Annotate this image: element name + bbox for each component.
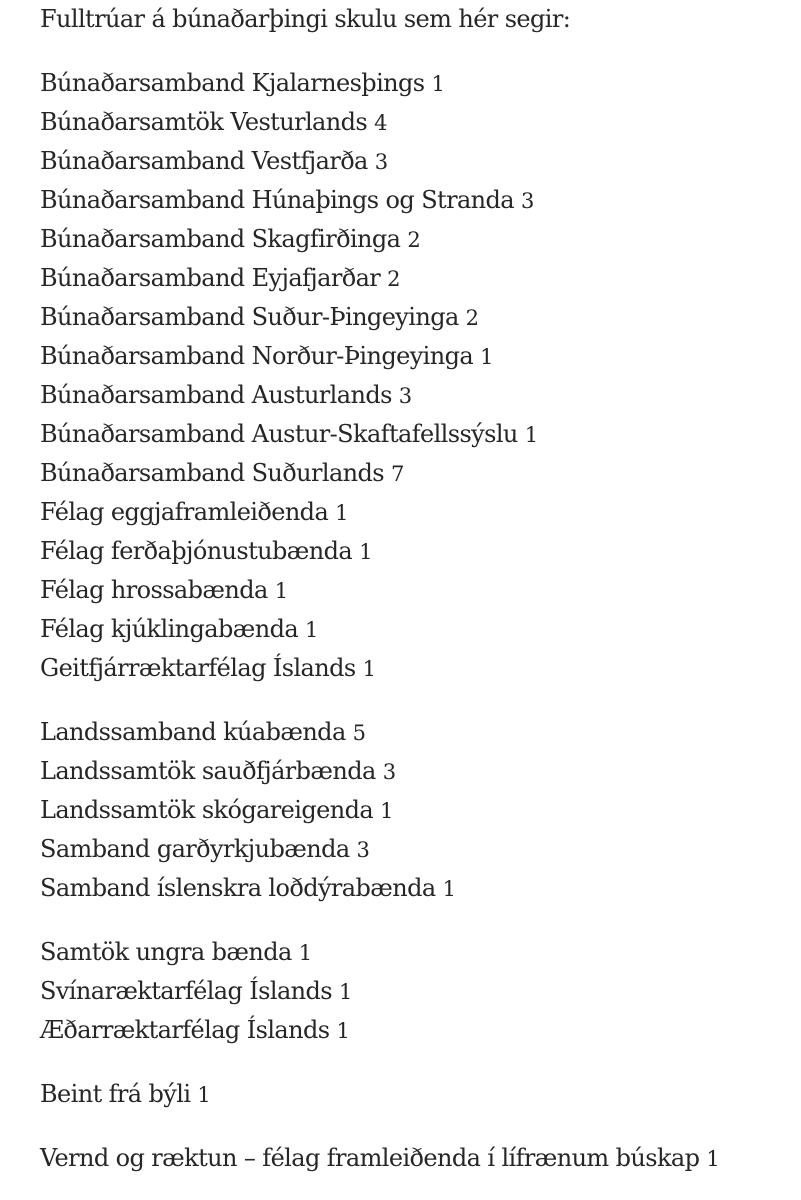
organization-name: Félag hrossabænda (40, 576, 268, 604)
delegate-list (40, 64, 795, 1178)
organization-name: Búnaðarsamband Austurlands (40, 381, 392, 409)
delegate-entry (40, 454, 795, 493)
delegate-count: 5 (352, 721, 367, 745)
delegate-entry (40, 376, 795, 415)
delegate-entry (40, 64, 795, 103)
organization-name: Búnaðarsamband Vestfjarða (40, 147, 368, 175)
delegate-count: 2 (407, 228, 421, 252)
delegate-count: 3 (382, 760, 397, 784)
organization-name: Búnaðarsamtök Vesturlands (40, 108, 368, 136)
organization-name: Geitfjárræktarfélag Íslands (40, 654, 356, 682)
delegate-count: 1 (442, 877, 456, 901)
delegate-entry (40, 791, 795, 830)
organization-name: Landssamband kúabænda (40, 718, 346, 746)
delegate-count: 1 (362, 657, 376, 681)
delegate-count: 2 (465, 306, 480, 330)
delegate-count: 1 (274, 579, 289, 603)
delegate-entry (40, 869, 795, 908)
delegate-count: 1 (524, 423, 539, 447)
delegate-count: 1 (431, 72, 445, 96)
delegate-entry (40, 752, 795, 791)
organization-name: Samband íslenskra loðdýrabænda (40, 874, 436, 902)
delegate-entry (40, 415, 795, 454)
delegate-count: 1 (305, 618, 319, 642)
delegate-group (40, 1075, 795, 1114)
delegate-entry (40, 220, 795, 259)
organization-name: Félag ferðaþjónustubænda (40, 537, 353, 565)
delegate-entry (40, 830, 795, 869)
delegate-entry (40, 181, 795, 220)
organization-name: Samtök ungra bænda (40, 938, 292, 966)
organization-name: Vernd og ræktun – félag framleiðenda í lífrænum búskap (40, 1144, 700, 1172)
delegate-count: 1 (380, 799, 394, 823)
delegate-entry (40, 972, 795, 1011)
delegate-count: 3 (356, 838, 370, 862)
delegate-entry (40, 610, 795, 649)
organization-name: Félag eggjaframleiðenda (40, 498, 329, 526)
organization-name: Búnaðarsamband Austur-Skaftafellssýslu (40, 420, 518, 448)
organization-name: Landssamtök skógareigenda (40, 796, 374, 824)
organization-name: Búnaðarsamband Suður-Þingeyinga (40, 303, 459, 331)
organization-name: Svínaræktarfélag Íslands (40, 977, 333, 1005)
delegate-entry (40, 571, 795, 610)
delegate-entry (40, 259, 795, 298)
organization-name: Búnaðarsamband Skagfirðinga (40, 225, 401, 253)
delegate-count: 3 (521, 189, 535, 213)
delegate-entry (40, 532, 795, 571)
delegate-entry (40, 1011, 795, 1050)
delegate-count: 1 (197, 1083, 211, 1107)
delegate-count: 1 (480, 345, 494, 369)
delegate-entry (40, 1139, 795, 1178)
delegate-count: 1 (335, 501, 349, 525)
organization-name: Búnaðarsamband Norður-Þingeyinga (40, 342, 474, 370)
delegate-count: 4 (374, 111, 388, 135)
delegate-count: 1 (336, 1019, 350, 1043)
delegate-entry (40, 337, 795, 376)
delegate-count: 2 (387, 267, 401, 291)
organization-name: Búnaðarsamband Suðurlands (40, 459, 384, 487)
delegate-entry (40, 142, 795, 181)
delegate-entry (40, 649, 795, 688)
delegate-group (40, 1139, 795, 1178)
delegate-entry (40, 298, 795, 337)
delegate-group (40, 64, 795, 688)
delegate-count: 1 (298, 941, 313, 965)
delegate-entry (40, 493, 795, 532)
organization-name: Beint frá býli (40, 1080, 191, 1108)
organization-name: Búnaðarsamband Eyjafjarðar (40, 264, 381, 292)
organization-name: Félag kjúklingabænda (40, 615, 299, 643)
organization-name: Landssamtök sauðfjárbænda (40, 757, 376, 785)
delegate-entry (40, 1075, 795, 1114)
intro-paragraph: Fulltrúar á búnaðarþingi skulu sem hér segir: (40, 5, 571, 33)
delegate-count: 7 (391, 462, 405, 486)
delegate-entry (40, 933, 795, 972)
delegate-count: 1 (706, 1147, 720, 1171)
organization-name: Búnaðarsamband Kjalarnesþings (40, 69, 425, 97)
delegate-entry (40, 713, 795, 752)
delegate-count: 1 (339, 980, 353, 1004)
delegate-count: 3 (374, 150, 389, 174)
organization-name: Búnaðarsamband Húnaþings og Stranda (40, 186, 514, 214)
delegate-entry (40, 103, 795, 142)
organization-name: Æðarræktarfélag Íslands (40, 1016, 330, 1044)
delegate-group (40, 933, 795, 1050)
delegate-group (40, 713, 795, 908)
document-body (40, 0, 795, 1178)
organization-name: Samband garðyrkjubænda (40, 835, 350, 863)
delegate-count: 1 (359, 540, 373, 564)
delegate-count: 3 (398, 384, 413, 408)
